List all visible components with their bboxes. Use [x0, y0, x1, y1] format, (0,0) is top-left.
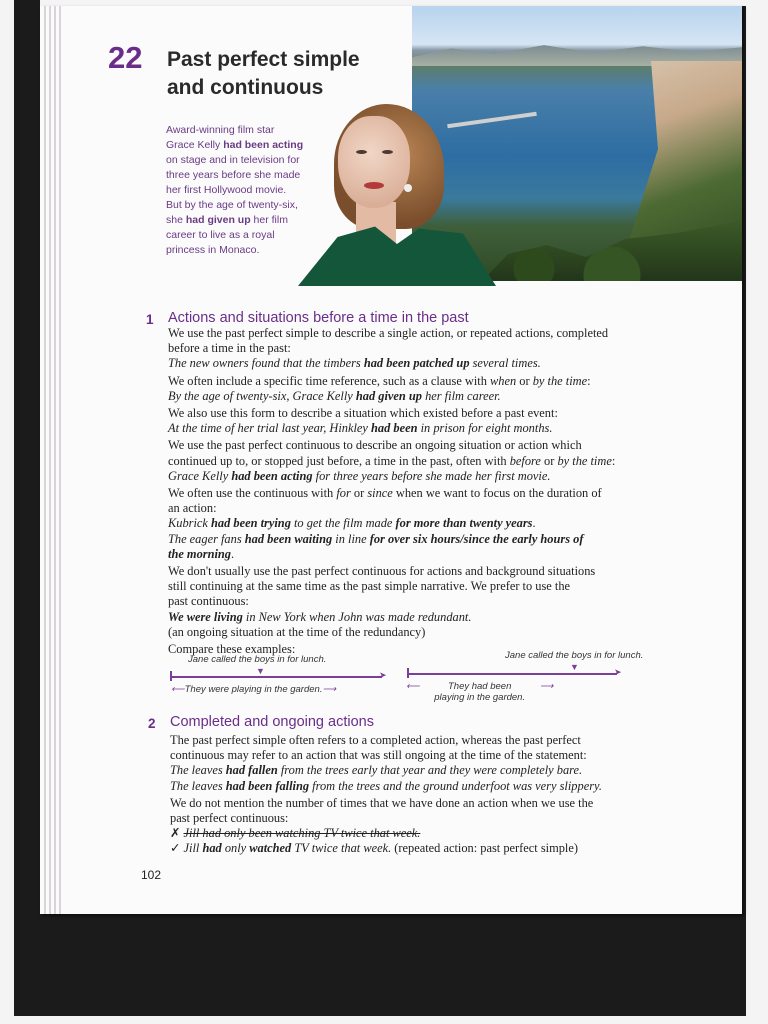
chapter-number: 22	[108, 40, 143, 75]
timeline-line-right	[407, 673, 617, 675]
arrow-left-icon: ⟵	[406, 681, 420, 692]
scan-background-right	[742, 6, 746, 1016]
section-1-body: We use the past perfect simple to describe a single action, or repeated actions, completed before a time in the past: The new owners found that the timbers had been patched up several times. We often include a specific time reference, such as a clause with when or by the time: By the age of twenty-six, Grace Kelly had given up her film career. We also use this form to describe a situation which existed before a past event: At the time of her trial last year, Hinkley had been in prison for eight months. We use the past perfect continuous to describe an ongoing situation or action which continued up to, or stopped just before, a time in the past, often with before or by the time: Grace Kelly had been acting for three years before she made her first movie. We often use the continuous with for or since when we want to focus on the duration of an action: Kubrick had been trying to get the film made for more than twenty years. The eager fans had been waiting in line for over six hours/since the early hours of the morning. We don't usually use the past perfect continuous for actions and background situations still continuing at the same time as the past simple narrative. We prefer to use the past continuous: We were living in New York when John was made redundant. (an ongoing situation at the time of the redundancy) Compare these examples:	[168, 326, 616, 657]
timeline-marker-icon: ▼	[570, 662, 579, 672]
incorrect-example: ✗ Jill had only been watching TV twice that week.	[170, 826, 421, 841]
arrow-right-icon: ➤	[379, 670, 387, 680]
scan-background-bottom	[14, 914, 746, 1016]
page-edge	[49, 6, 51, 914]
timeline-left-top-label: Jane called the boys in for lunch.	[188, 654, 327, 665]
timeline-right-top-label: Jane called the boys in for lunch.	[505, 650, 644, 661]
section-number: 1	[146, 312, 154, 327]
chapter-title: Past perfect simple and continuous	[167, 48, 360, 99]
arrow-right-icon: ➤	[614, 667, 622, 677]
timeline-left-bottom-label: ⟵They were playing in the garden.⟶	[171, 684, 337, 695]
check-icon: ✓	[170, 841, 181, 856]
page-number: 102	[141, 868, 162, 882]
arrow-right-icon: ⟶	[322, 684, 337, 695]
cross-icon: ✗	[170, 826, 181, 841]
section-title: Actions and situations before a time in the past	[168, 310, 469, 326]
section-title: Completed and ongoing actions	[170, 714, 374, 730]
section-number: 2	[148, 716, 156, 731]
timeline-right-bottom-label: ⟵ They had been playing in the garden. ⟶	[406, 681, 554, 703]
arrow-left-icon: ⟵	[171, 684, 185, 695]
timeline-marker-icon: ▼	[256, 666, 265, 676]
correct-example: ✓ Jill had only watched TV twice that week. (repeated action: past perfect simple)	[170, 841, 578, 856]
section-2-body: The past perfect simple often refers to a completed action, whereas the past perfect continuous may refer to an action that was still ongoing at the time of the statement: The leaves had fallen from the trees early that year and they were completely bare. The leaves had been falling from the trees and the ground underfoot was very slippery. We do not mention the number of times that we have done an action when we use the past perfect continuous: ✗ Jill had only been watching TV twice that week. ✓ Jill had only watched TV twice that week. (repeated action: past perfect simple)	[170, 733, 676, 857]
page-edge	[44, 6, 46, 914]
arrow-right-icon: ⟶	[539, 681, 554, 692]
timeline-line-left	[170, 676, 382, 678]
intro-text: Award-winning film star Grace Kelly had been acting on stage and in television for three years before she made her first Hollywood movie. But by the age of twenty-six, she had given up her film career to live as a royal princess in Monaco.	[166, 124, 304, 256]
page-edge	[59, 6, 61, 914]
scan-background-left	[14, 0, 40, 1016]
page-edge	[54, 6, 56, 914]
book-page	[40, 6, 742, 914]
